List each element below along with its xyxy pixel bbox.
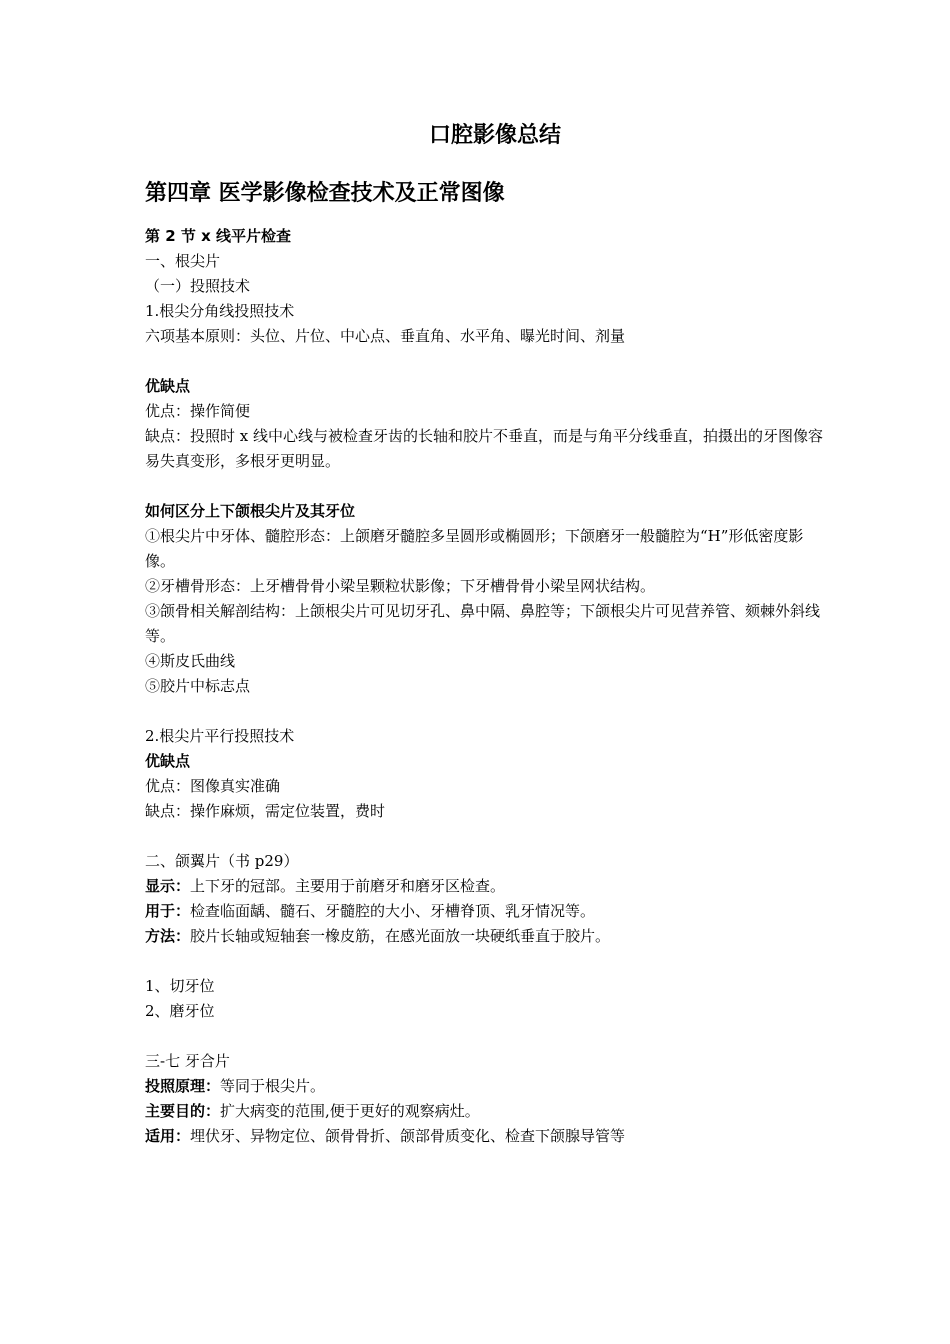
spacer (145, 699, 825, 724)
apply-label: 适用： (145, 1127, 191, 1145)
bitewing-show (145, 874, 825, 899)
parallel-technique-title: 2.根尖片平行投照技术 (145, 727, 295, 745)
pros-cons-title: 优缺点 (145, 377, 191, 395)
occlusal-apply (145, 1124, 825, 1149)
spacer (145, 949, 825, 974)
distinguish-title: 如何区分上下颌根尖片及其牙位 (145, 502, 356, 520)
pro-text-2: 优点：图像真实准确 (145, 777, 281, 795)
con-text: 缺点：投照时 x 线中心线与被检查牙齿的长轴和胶片不垂直，而是与角平分线垂直，拍摄出的牙图像容易失真变形，多根牙更明显。 (145, 427, 824, 470)
use-label: 用于： (145, 902, 191, 920)
bitewing-heading: 二、颌翼片（书 p29） (145, 852, 299, 870)
spacer (145, 824, 825, 849)
chapter-heading: 第四章 医学影像检查技术及正常图像 (145, 181, 505, 206)
section-heading: 第 2 节 x 线平片检查 (145, 227, 292, 245)
bitewing-method (145, 924, 825, 949)
bitewing-item-2: 2、磨牙位 (145, 1002, 215, 1020)
distinguish-item-4: ④斯皮氏曲线 (145, 652, 236, 670)
technique-subheading: （一）投照技术 (145, 277, 251, 295)
periapical-heading: 一、根尖片 (145, 252, 221, 270)
show-text: 上下牙的冠部。主要用于前磨牙和磨牙区检查。 (190, 877, 506, 895)
distinguish-item-5: ⑤胶片中标志点 (145, 677, 251, 695)
bitewing-item-1: 1、切牙位 (145, 977, 215, 995)
occlusal-heading: 三-七 牙合片 (145, 1052, 230, 1070)
principle-text: 等同于根尖片。 (220, 1077, 326, 1095)
occlusal-principle (145, 1074, 825, 1099)
use-text: 检查临面龋、髓石、牙髓腔的大小、牙槽脊顶、乳牙情况等。 (190, 902, 596, 920)
distinguish-item-3: ③颌骨相关解剖结构：上颌根尖片可见切牙孔、鼻中隔、鼻腔等；下颌根尖片可见营养管、颏棘外斜线等。 (145, 602, 821, 645)
principle-label: 投照原理： (145, 1077, 221, 1095)
purpose-label: 主要目的： (145, 1102, 221, 1120)
spacer (145, 1024, 825, 1049)
document-content (145, 118, 825, 1149)
pros-cons-title-2: 优缺点 (145, 752, 191, 770)
distinguish-item-1: ①根尖片中牙体、髓腔形态：上颌磨牙髓腔多呈圆形或椭圆形；下颌磨牙一般髓腔为“H”形低密度影像。 (145, 527, 804, 570)
bisecting-technique-title: 1.根尖分角线投照技术 (145, 302, 295, 320)
method-text: 胶片长轴或短轴套一橡皮筋，在感光面放一块硬纸垂直于胶片。 (190, 927, 611, 945)
occlusal-purpose (145, 1099, 825, 1124)
purpose-text: 扩大病变的范围,便于更好的观察病灶。 (220, 1102, 480, 1120)
spacer (145, 474, 825, 499)
distinguish-item-2: ②牙槽骨形态：上牙槽骨骨小梁呈颗粒状影像；下牙槽骨骨小梁呈网状结构。 (145, 577, 656, 595)
bitewing-use (145, 899, 825, 924)
apply-text: 埋伏牙、异物定位、颌骨骨折、颌部骨质变化、检查下颌腺导管等 (190, 1127, 626, 1145)
document-title: 口腔影像总结 (428, 123, 561, 148)
principles-text: 六项基本原则：头位、片位、中心点、垂直角、水平角、曝光时间、剂量 (145, 327, 626, 345)
method-label: 方法： (145, 927, 191, 945)
spacer (145, 349, 825, 374)
con-text-2: 缺点：操作麻烦，需定位装置，费时 (145, 802, 386, 820)
pro-text: 优点：操作简便 (145, 402, 251, 420)
show-label: 显示： (145, 877, 191, 895)
